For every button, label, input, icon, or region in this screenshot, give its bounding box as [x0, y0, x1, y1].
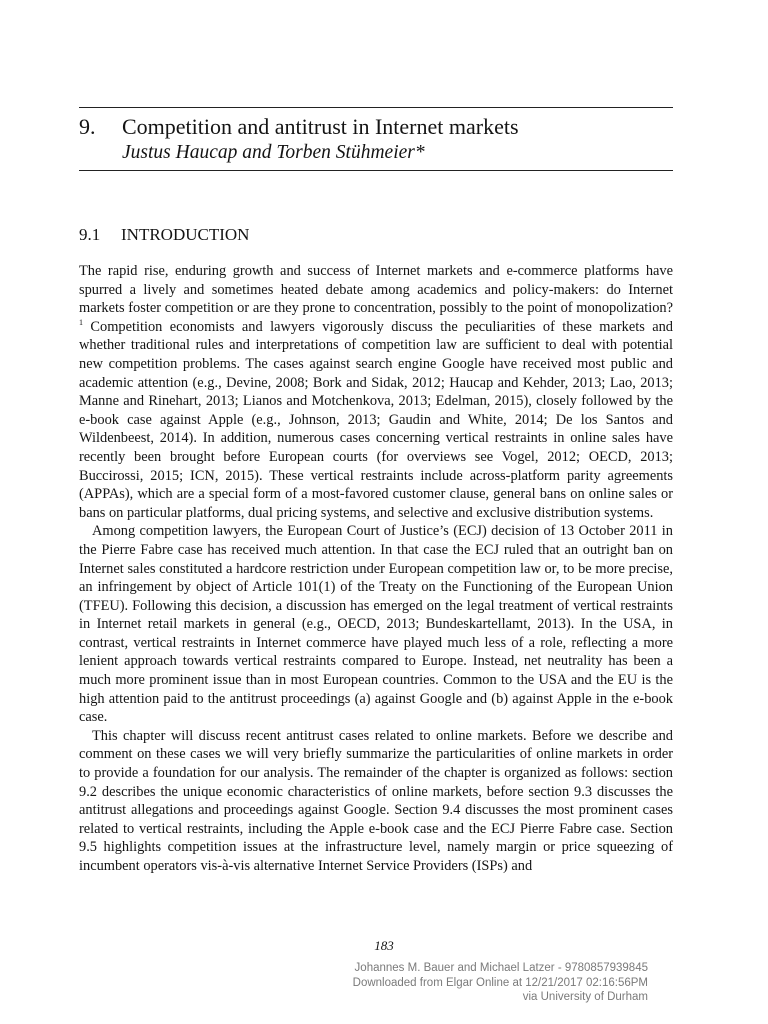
- paragraph-1-part-b: Competition economists and lawyers vigorously discuss the peculiarities of these markets and whether traditional rules and interpretations of competition law are sufficient to deal with potential new competition problems. The cases against search engine Google have received most public and academic attention (e.g., Devine, 2008; Bork and Sidak, 2012; Haucap and Kehder, 2013; Lao, 2013; Manne and Rinehart, 2013; Lianos and Motchenkova, 2013; Edelman, 2015), closely followed by the e-book case against Apple (e.g., Johnson, 2013; Gaudin and White, 2014; De los Santos and Wildenbeest, 2014). In addition, numerous cases concerning vertical restraints in online sales have recently been brought before European courts (for overviews see Vogel, 2012; OECD, 2013; Buccirossi, 2015; ICN, 2015). These vertical restraints include across-platform parity agreements (APPAs), which are a special form of a most-favored customer clause, general bans on online sales or bans on particular platforms, dual pricing systems, and selective and exclusive distribution systems.: [79, 318, 673, 521]
- chapter-title: Competition and antitrust in Internet markets: [122, 114, 519, 139]
- section-title: INTRODUCTION: [121, 225, 250, 244]
- chapter-number: 9.: [79, 114, 96, 139]
- footnote-marker[interactable]: 1: [79, 317, 83, 327]
- header-bottom-rule: [79, 170, 673, 171]
- paragraph-1: [79, 262, 673, 522]
- chapter-heading: [79, 113, 679, 141]
- chapter-authors: Justus Haucap and Torben Stühmeier*: [122, 142, 425, 163]
- download-footer: [353, 961, 648, 1005]
- footer-line-1: Johannes M. Bauer and Michael Latzer - 9780857939845: [354, 962, 648, 974]
- header-top-rule: [79, 107, 673, 108]
- footer-line-2: Downloaded from Elgar Online at 12/21/2017 02:16:56PM: [352, 976, 648, 989]
- body-text: [79, 262, 673, 876]
- paragraph-3: This chapter will discuss recent antitrust cases related to online markets. Before we describe and comment on these cases we will very briefly summarize the particularities of online markets in order to provide a foundation for our analysis. The remainder of the chapter is organized as follows: section 9.2 describes the unique economic characteristics of online markets, before section 9.3 discusses the antitrust allegations and proceedings against Google. Section 9.4 discusses the most prominent cases related to vertical restraints, including the Apple e-book case and the ECJ Pierre Fabre case. Section 9.5 highlights competition issues at the infrastructure level, namely margin or price squeezing of incumbent operators vis-à-vis alternative Internet Service Providers (ISPs) and: [79, 727, 673, 874]
- page-number: 183: [374, 938, 394, 953]
- footer-line-3: via University of Durham: [522, 991, 648, 1003]
- paragraph-2: Among competition lawyers, the European Court of Justice’s (ECJ) decision of 13 October 2011 in the Pierre Fabre case has received much attention. In that case the ECJ ruled that an outright ban on Internet sales constituted a hardcore restriction under European competition law or, to be more precise, an infringement by object of Article 101(1) of the Treaty on the Functioning of the European Union (TFEU). Following this decision, a discussion has emerged on the legal treatment of vertical restraints in Internet retail markets in general (e.g., OECD, 2013; Bundeskartellamt, 2013). In the USA, in contrast, vertical restraints in Internet commerce have played much less of a role, reflecting a more lenient approach towards vertical restraints compared to Europe. Instead, net neutrality has been a much more prominent issue than in most European countries. Common to the USA and the EU is the high attention paid to the antitrust proceedings (a) against Google and (b) against Apple in the e-book case.: [79, 523, 673, 726]
- section-heading: [79, 224, 249, 246]
- paragraph-1-part-a: The rapid rise, enduring growth and success of Internet markets and e-commerce platforms have spurred a lively and sometimes heated debate among academics and policy-makers: do Internet markets foster competition or are they prone to concentration, possibly to the point of monopolization?: [79, 263, 673, 317]
- section-number: 9.1: [79, 225, 101, 244]
